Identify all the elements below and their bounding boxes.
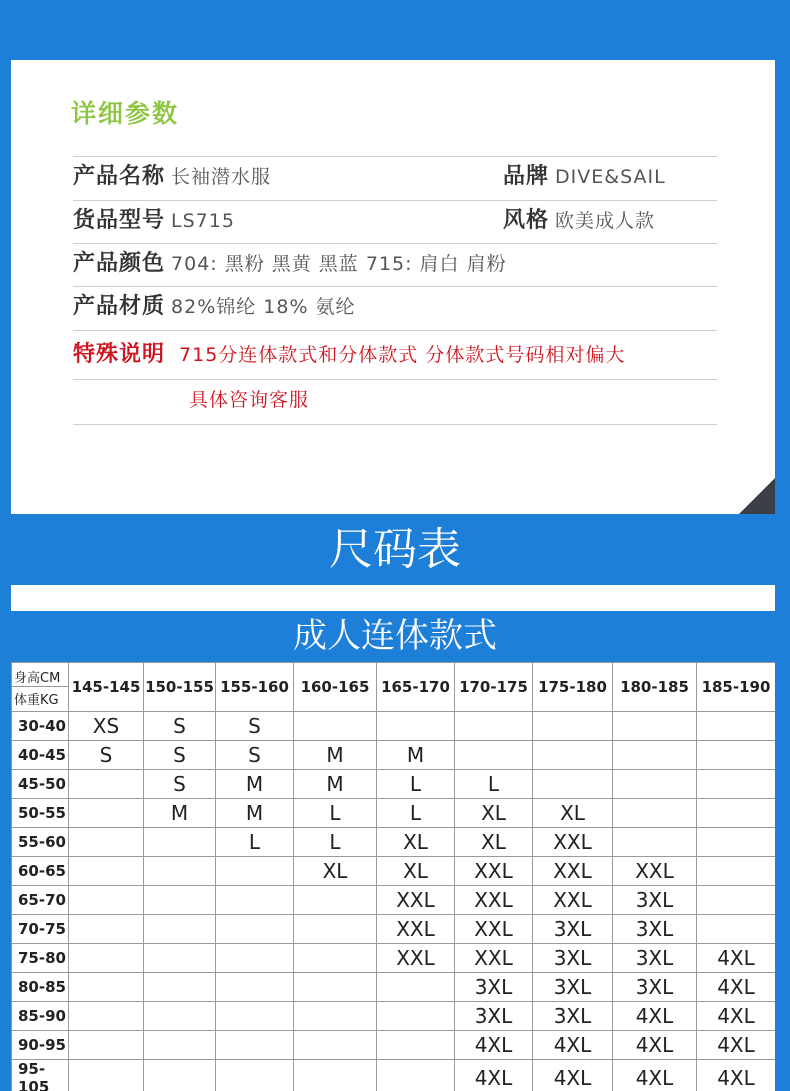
table-row [12,799,776,828]
size-cell: 3XL [455,1002,533,1031]
size-cell: XXL [533,886,613,915]
size-cell: 4XL [697,944,776,973]
height-header: 145-145 [69,663,144,712]
size-cell [144,1031,216,1060]
size-cell: S [216,741,294,770]
size-cell: M [144,799,216,828]
brand-value: DIVE&SAIL [555,166,666,188]
size-cell [294,1031,377,1060]
table-row [12,857,776,886]
size-chart-subtitle: 成人连体款式 [293,616,497,656]
divider [73,330,717,331]
size-cell: S [216,712,294,741]
table-row [12,886,776,915]
size-cell [144,828,216,857]
size-cell: XXL [455,915,533,944]
size-cell: 4XL [455,1060,533,1091]
size-cell: XXL [533,857,613,886]
size-cell [533,712,613,741]
size-cell: 3XL [533,1002,613,1031]
size-cell [377,1002,455,1031]
size-cell [216,973,294,1002]
weight-cell: 45-50 [12,770,69,799]
size-cell [294,1002,377,1031]
size-cell [294,886,377,915]
size-cell [69,1031,144,1060]
divider [73,424,717,425]
param-row-model [73,201,656,241]
weight-cell: 85-90 [12,1002,69,1031]
size-cell [294,973,377,1002]
size-cell [69,770,144,799]
size-cell: XL [533,799,613,828]
size-chart-title: 尺码表 [329,524,461,575]
product-params-card [11,60,775,514]
size-cell [69,799,144,828]
params-title: 详细参数 [71,99,180,128]
weight-cell: 65-70 [12,886,69,915]
size-cell [377,1031,455,1060]
color-value: 704: 黑粉 黑黄 黑蓝 715: 肩白 肩粉 [171,253,507,275]
name-value: 长袖潜水服 [171,166,272,188]
size-cell: M [294,741,377,770]
size-cell [69,828,144,857]
special-label: 特殊说明 [73,342,166,367]
size-cell: 3XL [455,973,533,1002]
table-row [12,712,776,741]
size-cell: XXL [455,886,533,915]
size-cell: S [144,712,216,741]
size-cell [144,915,216,944]
weight-cell: 30-40 [12,712,69,741]
size-cell [216,1031,294,1060]
size-cell [69,886,144,915]
size-cell: 4XL [533,1031,613,1060]
size-cell [144,1002,216,1031]
size-cell [294,944,377,973]
size-table-body [12,712,776,1091]
brand-label: 品牌 [503,164,550,189]
table-row [12,915,776,944]
size-cell: XXL [377,944,455,973]
size-cell [533,741,613,770]
height-header: 165-170 [377,663,455,712]
size-cell: L [377,770,455,799]
height-header: 185-190 [697,663,776,712]
size-cell [216,1002,294,1031]
size-cell: XS [69,712,144,741]
size-cell [697,886,776,915]
size-cell: XXL [455,857,533,886]
size-cell: XL [455,828,533,857]
height-header: 180-185 [613,663,697,712]
size-cell: 3XL [533,915,613,944]
white-strip [11,585,775,611]
size-cell: XXL [377,915,455,944]
corner-divider [12,686,68,687]
height-header: 170-175 [455,663,533,712]
size-cell [216,1060,294,1091]
size-cell: S [144,770,216,799]
special-value-line1: 715分连体款式和分体款式 分体款式号码相对偏大 [179,344,626,366]
size-cell: 4XL [697,973,776,1002]
size-cell [144,1060,216,1091]
size-cell [294,915,377,944]
weight-cell: 55-60 [12,828,69,857]
size-cell [144,857,216,886]
size-cell: S [69,741,144,770]
weight-cell: 60-65 [12,857,69,886]
size-cell: M [294,770,377,799]
size-cell [216,857,294,886]
size-cell [697,741,776,770]
size-cell [613,770,697,799]
style-label: 风格 [503,208,550,233]
size-cell: XXL [377,886,455,915]
param-row-color [73,244,507,284]
corner-fold [739,478,775,514]
divider [73,379,717,380]
size-cell: 3XL [613,915,697,944]
size-cell [144,886,216,915]
name-label: 产品名称 [73,164,166,189]
model-label: 货品型号 [73,208,166,233]
size-cell [69,915,144,944]
header-corner [12,663,69,712]
size-cell [144,944,216,973]
size-cell [697,857,776,886]
height-header: 175-180 [533,663,613,712]
weight-cell: 90-95 [12,1031,69,1060]
size-cell [613,799,697,828]
size-cell: 4XL [613,1002,697,1031]
size-cell [697,915,776,944]
table-row [12,973,776,1002]
size-cell [294,712,377,741]
table-row [12,828,776,857]
size-cell: 3XL [613,973,697,1002]
size-table [11,662,775,1091]
size-cell [377,712,455,741]
material-label: 产品材质 [73,294,166,319]
size-cell [613,712,697,741]
size-cell: 4XL [533,1060,613,1091]
size-cell: 4XL [697,1002,776,1031]
weight-cell: 50-55 [12,799,69,828]
size-cell [697,799,776,828]
size-cell [144,973,216,1002]
size-cell: XXL [455,944,533,973]
size-cell [216,886,294,915]
size-cell: L [377,799,455,828]
size-cell: 4XL [613,1060,697,1091]
size-cell: L [294,828,377,857]
table-row [12,741,776,770]
weight-cell: 80-85 [12,973,69,1002]
size-cell [69,1002,144,1031]
size-cell [455,741,533,770]
size-cell: XL [294,857,377,886]
size-cell: M [216,770,294,799]
size-cell: XL [377,828,455,857]
weight-cell: 40-45 [12,741,69,770]
size-cell: L [294,799,377,828]
material-value: 82%锦纶 18% 氨纶 [171,296,356,318]
size-cell: 4XL [697,1060,776,1091]
size-cell [377,1060,455,1091]
size-cell [294,1060,377,1091]
model-value: LS715 [171,210,235,232]
size-cell: 3XL [613,944,697,973]
special-value-line2: 具体咨询客服 [189,389,310,411]
size-cell: L [216,828,294,857]
size-table-wrap [11,662,775,1091]
size-cell [697,712,776,741]
table-row [12,1031,776,1060]
size-cell: 3XL [613,886,697,915]
size-cell: XL [377,857,455,886]
table-row [12,1060,776,1091]
size-cell: XXL [613,857,697,886]
size-cell: 4XL [455,1031,533,1060]
size-cell [613,741,697,770]
table-row [12,1002,776,1031]
size-cell [216,944,294,973]
corner-weight-label: 体重KG [14,693,59,708]
size-cell [697,828,776,857]
weight-cell: 70-75 [12,915,69,944]
size-cell [455,712,533,741]
size-cell: M [216,799,294,828]
param-row-special [73,335,625,375]
height-header: 150-155 [144,663,216,712]
color-label: 产品颜色 [73,251,166,276]
weight-cell: 75-80 [12,944,69,973]
size-cell: 4XL [697,1031,776,1060]
size-cell: XXL [533,828,613,857]
size-cell [216,915,294,944]
size-cell [613,828,697,857]
size-cell: 4XL [613,1031,697,1060]
weight-cell: 95-105 [12,1060,69,1091]
size-cell: S [144,741,216,770]
size-cell [69,944,144,973]
height-header: 155-160 [216,663,294,712]
size-cell [69,1060,144,1091]
size-cell: XL [455,799,533,828]
corner-height-label: 身高CM [14,671,61,686]
table-row [12,770,776,799]
size-cell [697,770,776,799]
size-cell: L [455,770,533,799]
size-table-header [12,663,776,712]
size-cell [533,770,613,799]
style-value: 欧美成人款 [555,210,656,232]
table-row [12,944,776,973]
size-cell: M [377,741,455,770]
param-row-name [73,157,666,197]
size-cell [69,973,144,1002]
param-row-special-cont [189,380,309,420]
param-row-material [73,287,356,327]
size-cell [377,973,455,1002]
size-cell [69,857,144,886]
size-cell: 3XL [533,973,613,1002]
height-header: 160-165 [294,663,377,712]
size-cell: 3XL [533,944,613,973]
